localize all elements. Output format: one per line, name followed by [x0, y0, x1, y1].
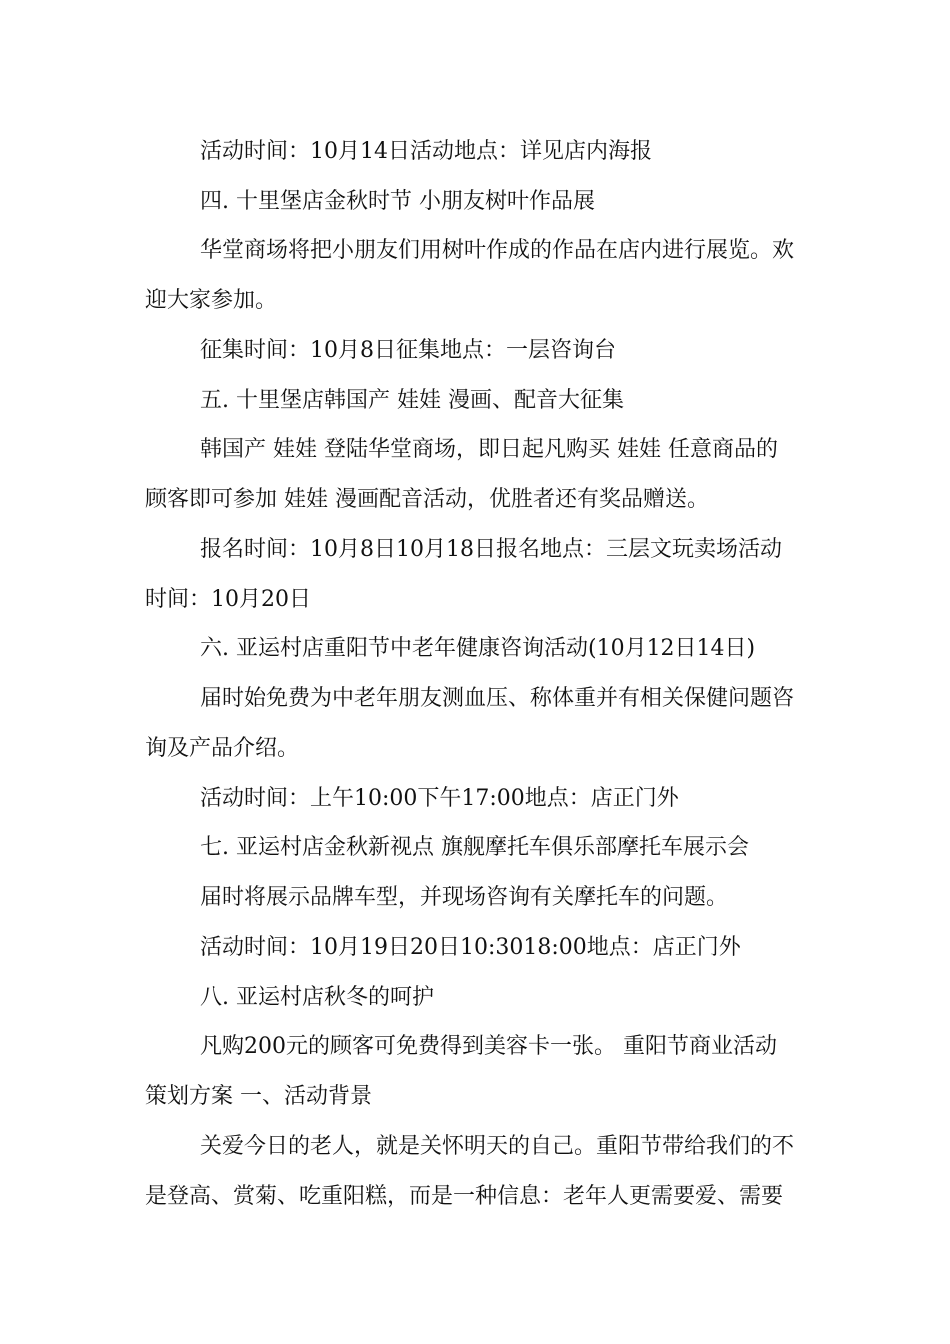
- text-line: 策划方案 一、活动背景: [145, 1084, 372, 1109]
- text-line: 活动时间：上午10:00下午17:00地点：店正门外: [200, 786, 679, 811]
- text-line: 活动时间：10月19日20日10:3018:00地点：店正门外: [200, 935, 741, 960]
- section-heading: 七. 亚运村店金秋新视点 旗舰摩托车俱乐部摩托车展示会: [200, 835, 749, 860]
- text-line: 关爱今日的老人，就是关怀明天的自己。重阳节带给我们的不: [200, 1134, 795, 1159]
- text-line: 凡购200元的顾客可免费得到美容卡一张。 重阳节商业活动: [200, 1034, 777, 1059]
- text-line: 迎大家参加。: [145, 288, 278, 313]
- text-line: 时间：10月20日: [145, 587, 311, 612]
- section-heading: 五. 十里堡店韩国产 娃娃 漫画、配音大征集: [200, 388, 624, 413]
- text-line: 顾客即可参加 娃娃 漫画配音活动，优胜者还有奖品赠送。: [145, 487, 709, 512]
- text-line: 活动时间：10月14日活动地点：详见店内海报: [200, 139, 652, 164]
- text-line: 届时始免费为中老年朋友测血压、称体重并有相关保健问题咨: [200, 686, 795, 711]
- section-heading: 六. 亚运村店重阳节中老年健康咨询活动(10月12日14日): [200, 636, 756, 661]
- text-line: 是登高、赏菊、吃重阳糕，而是一种信息：老年人更需要爱、需要: [145, 1184, 784, 1209]
- section-heading: 四. 十里堡店金秋时节 小朋友树叶作品展: [200, 189, 595, 214]
- text-line: 询及产品介绍。: [145, 736, 300, 761]
- text-line: 韩国产 娃娃 登陆华堂商场，即日起凡购买 娃娃 任意商品的: [200, 437, 778, 462]
- text-line: 征集时间：10月8日征集地点：一层咨询台: [200, 338, 616, 363]
- text-line: 届时将展示品牌车型，并现场咨询有关摩托车的问题。: [200, 885, 729, 910]
- text-line: 报名时间：10月8日10月18日报名地点：三层文玩卖场活动: [200, 537, 782, 562]
- text-line: 华堂商场将把小朋友们用树叶作成的作品在店内进行展览。欢: [200, 238, 795, 263]
- section-heading: 八. 亚运村店秋冬的呵护: [200, 985, 434, 1010]
